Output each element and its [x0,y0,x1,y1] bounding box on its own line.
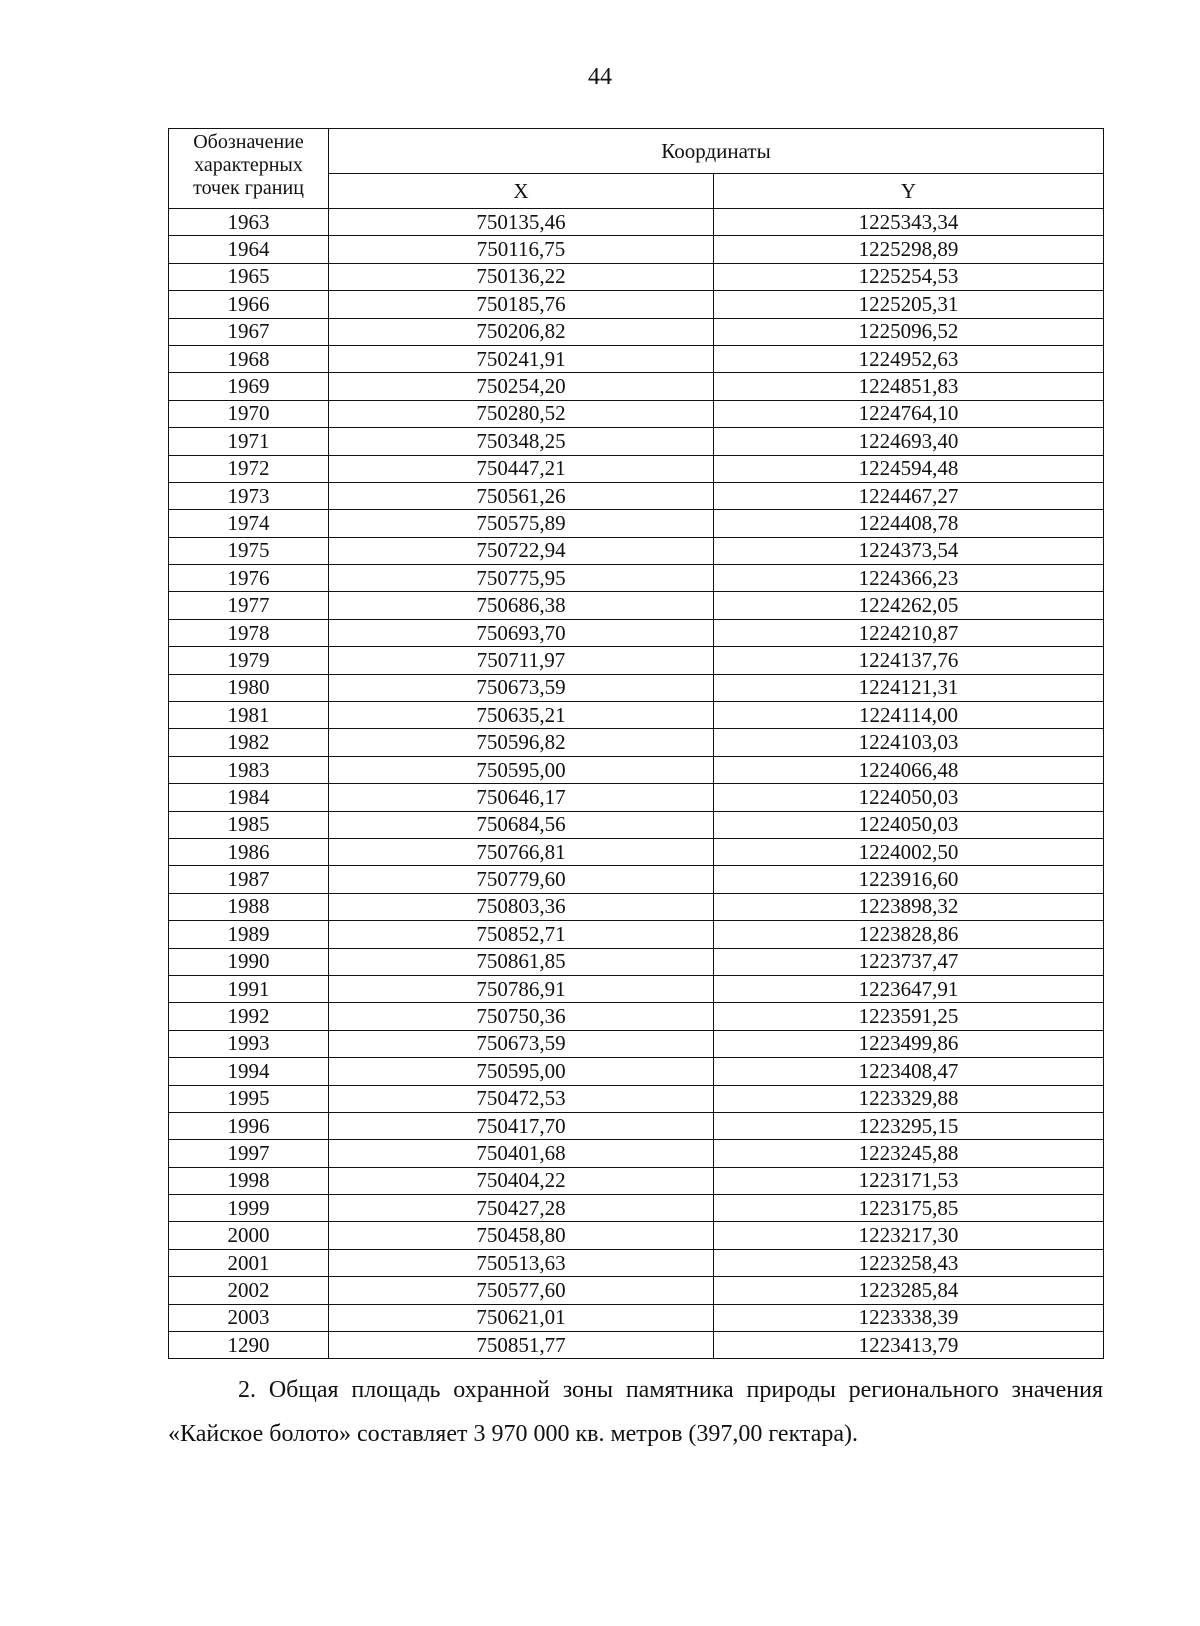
table-row [169,263,1104,290]
x-coordinate-cell: 750621,01 [329,1304,714,1331]
point-cell: 2002 [169,1277,329,1304]
y-coordinate-cell: 1225096,52 [714,318,1104,345]
point-cell: 1999 [169,1195,329,1222]
y-coordinate-cell: 1223171,53 [714,1167,1104,1194]
x-coordinate-cell: 750136,22 [329,263,714,290]
table-row [169,1277,1104,1304]
y-coordinate-cell: 1224050,03 [714,784,1104,811]
table-row [169,838,1104,865]
point-cell: 1986 [169,838,329,865]
x-coordinate-cell: 750135,46 [329,209,714,236]
y-coordinate-cell: 1224002,50 [714,838,1104,865]
x-coordinate-cell: 750775,95 [329,565,714,592]
point-cell: 1983 [169,756,329,783]
x-coordinate-cell: 750766,81 [329,838,714,865]
y-coordinate-cell: 1224594,48 [714,455,1104,482]
page-number: 44 [588,64,612,90]
header-coordinates: Координаты [329,129,1104,174]
point-cell: 1990 [169,948,329,975]
table-row [169,236,1104,263]
y-coordinate-cell: 1223338,39 [714,1304,1104,1331]
y-coordinate-cell: 1223285,84 [714,1277,1104,1304]
table-row [169,948,1104,975]
point-cell: 1998 [169,1167,329,1194]
table-row [169,1332,1104,1359]
x-coordinate-cell: 750427,28 [329,1195,714,1222]
y-coordinate-cell: 1224210,87 [714,619,1104,646]
table-row [169,345,1104,372]
x-coordinate-cell: 750673,59 [329,674,714,701]
point-cell: 1996 [169,1112,329,1139]
y-coordinate-cell: 1224373,54 [714,537,1104,564]
table-row [169,1249,1104,1276]
x-coordinate-cell: 750596,82 [329,729,714,756]
point-cell: 1995 [169,1085,329,1112]
point-cell: 1975 [169,537,329,564]
point-cell: 1993 [169,1030,329,1057]
point-cell: 1963 [169,209,329,236]
table-row [169,400,1104,427]
point-cell: 1981 [169,702,329,729]
y-coordinate-cell: 1224851,83 [714,373,1104,400]
header-x: X [329,174,714,209]
x-coordinate-cell: 750693,70 [329,619,714,646]
table-row [169,756,1104,783]
x-coordinate-cell: 750711,97 [329,647,714,674]
table-body [169,209,1104,1359]
point-cell: 1970 [169,400,329,427]
point-cell: 1965 [169,263,329,290]
y-coordinate-cell: 1223499,86 [714,1030,1104,1057]
x-coordinate-cell: 750686,38 [329,592,714,619]
x-coordinate-cell: 750684,56 [329,811,714,838]
table-row [169,291,1104,318]
y-coordinate-cell: 1224764,10 [714,400,1104,427]
y-coordinate-cell: 1224103,03 [714,729,1104,756]
table-row [169,537,1104,564]
y-coordinate-cell: 1225298,89 [714,236,1104,263]
point-cell: 1987 [169,866,329,893]
y-coordinate-cell: 1224137,76 [714,647,1104,674]
x-coordinate-cell: 750575,89 [329,510,714,537]
table-row [169,647,1104,674]
y-coordinate-cell: 1225205,31 [714,291,1104,318]
y-coordinate-cell: 1223737,47 [714,948,1104,975]
table-row [169,1140,1104,1167]
x-coordinate-cell: 750513,63 [329,1249,714,1276]
table-row [169,1222,1104,1249]
header-designation: Обозначение характерных точек границ [169,129,329,209]
x-coordinate-cell: 750861,85 [329,948,714,975]
y-coordinate-cell: 1225254,53 [714,263,1104,290]
point-cell: 1982 [169,729,329,756]
x-coordinate-cell: 750254,20 [329,373,714,400]
point-cell: 1969 [169,373,329,400]
table-row [169,1030,1104,1057]
y-coordinate-cell: 1223591,25 [714,1003,1104,1030]
x-coordinate-cell: 750417,70 [329,1112,714,1139]
point-cell: 1967 [169,318,329,345]
point-cell: 2003 [169,1304,329,1331]
x-coordinate-cell: 750786,91 [329,975,714,1002]
table-row [169,866,1104,893]
y-coordinate-cell: 1223408,47 [714,1058,1104,1085]
table-row [169,784,1104,811]
y-coordinate-cell: 1223245,88 [714,1140,1104,1167]
point-cell: 1966 [169,291,329,318]
x-coordinate-cell: 750116,75 [329,236,714,263]
point-cell: 1980 [169,674,329,701]
x-coordinate-cell: 750595,00 [329,756,714,783]
point-cell: 1988 [169,893,329,920]
x-coordinate-cell: 750472,53 [329,1085,714,1112]
table-row [169,455,1104,482]
y-coordinate-cell: 1224121,31 [714,674,1104,701]
point-cell: 1985 [169,811,329,838]
table-row [169,811,1104,838]
point-cell: 1973 [169,482,329,509]
point-cell: 2000 [169,1222,329,1249]
x-coordinate-cell: 750206,82 [329,318,714,345]
x-coordinate-cell: 750348,25 [329,428,714,455]
point-cell: 1974 [169,510,329,537]
point-cell: 1991 [169,975,329,1002]
y-coordinate-cell: 1223329,88 [714,1085,1104,1112]
x-coordinate-cell: 750458,80 [329,1222,714,1249]
table-row [169,975,1104,1002]
y-coordinate-cell: 1223217,30 [714,1222,1104,1249]
point-cell: 1989 [169,921,329,948]
y-coordinate-cell: 1224066,48 [714,756,1104,783]
table-row [169,729,1104,756]
point-cell: 1976 [169,565,329,592]
point-cell: 1984 [169,784,329,811]
table-row [169,619,1104,646]
y-coordinate-cell: 1223916,60 [714,866,1104,893]
header-y: Y [714,174,1104,209]
x-coordinate-cell: 750852,71 [329,921,714,948]
table-row [169,1167,1104,1194]
y-coordinate-cell: 1223175,85 [714,1195,1104,1222]
point-cell: 2001 [169,1249,329,1276]
x-coordinate-cell: 750851,77 [329,1332,714,1359]
point-cell: 1972 [169,455,329,482]
point-cell: 1992 [169,1003,329,1030]
table-row [169,1085,1104,1112]
y-coordinate-cell: 1224952,63 [714,345,1104,372]
x-coordinate-cell: 750595,00 [329,1058,714,1085]
table-row [169,674,1104,701]
x-coordinate-cell: 750779,60 [329,866,714,893]
area-paragraph: 2. Общая площадь охранной зоны памятника природы регионального значения «Кайское болото» составляет 3 970 000 кв. метров (397,00 гектара). [168,1377,1103,1447]
y-coordinate-cell: 1223647,91 [714,975,1104,1002]
table-row [169,1195,1104,1222]
x-coordinate-cell: 750401,68 [329,1140,714,1167]
y-coordinate-cell: 1224262,05 [714,592,1104,619]
point-cell: 1964 [169,236,329,263]
table-row [169,1112,1104,1139]
table-row [169,921,1104,948]
point-cell: 1997 [169,1140,329,1167]
y-coordinate-cell: 1224050,03 [714,811,1104,838]
y-coordinate-cell: 1224467,27 [714,482,1104,509]
x-coordinate-cell: 750673,59 [329,1030,714,1057]
y-coordinate-cell: 1225343,34 [714,209,1104,236]
table-row [169,510,1104,537]
y-coordinate-cell: 1223295,15 [714,1112,1104,1139]
x-coordinate-cell: 750447,21 [329,455,714,482]
x-coordinate-cell: 750241,91 [329,345,714,372]
y-coordinate-cell: 1224693,40 [714,428,1104,455]
y-coordinate-cell: 1224366,23 [714,565,1104,592]
y-coordinate-cell: 1223898,32 [714,893,1104,920]
point-cell: 1979 [169,647,329,674]
table-row [169,1304,1104,1331]
y-coordinate-cell: 1223258,43 [714,1249,1104,1276]
point-cell: 1977 [169,592,329,619]
y-coordinate-cell: 1224408,78 [714,510,1104,537]
table-row [169,318,1104,345]
x-coordinate-cell: 750185,76 [329,291,714,318]
x-coordinate-cell: 750722,94 [329,537,714,564]
table-row [169,373,1104,400]
x-coordinate-cell: 750577,60 [329,1277,714,1304]
y-coordinate-cell: 1223828,86 [714,921,1104,948]
x-coordinate-cell: 750750,36 [329,1003,714,1030]
x-coordinate-cell: 750561,26 [329,482,714,509]
x-coordinate-cell: 750635,21 [329,702,714,729]
table-row [169,592,1104,619]
table-row [169,428,1104,455]
table-row [169,482,1104,509]
table-row [169,702,1104,729]
x-coordinate-cell: 750404,22 [329,1167,714,1194]
x-coordinate-cell: 750280,52 [329,400,714,427]
coordinates-table [168,128,1104,1359]
x-coordinate-cell: 750803,36 [329,893,714,920]
point-cell: 1978 [169,619,329,646]
y-coordinate-cell: 1224114,00 [714,702,1104,729]
table-row [169,1003,1104,1030]
table-row [169,565,1104,592]
point-cell: 1968 [169,345,329,372]
x-coordinate-cell: 750646,17 [329,784,714,811]
table-row [169,1058,1104,1085]
table-row [169,893,1104,920]
point-cell: 1971 [169,428,329,455]
point-cell: 1994 [169,1058,329,1085]
y-coordinate-cell: 1223413,79 [714,1332,1104,1359]
table-row [169,209,1104,236]
point-cell: 1290 [169,1332,329,1359]
